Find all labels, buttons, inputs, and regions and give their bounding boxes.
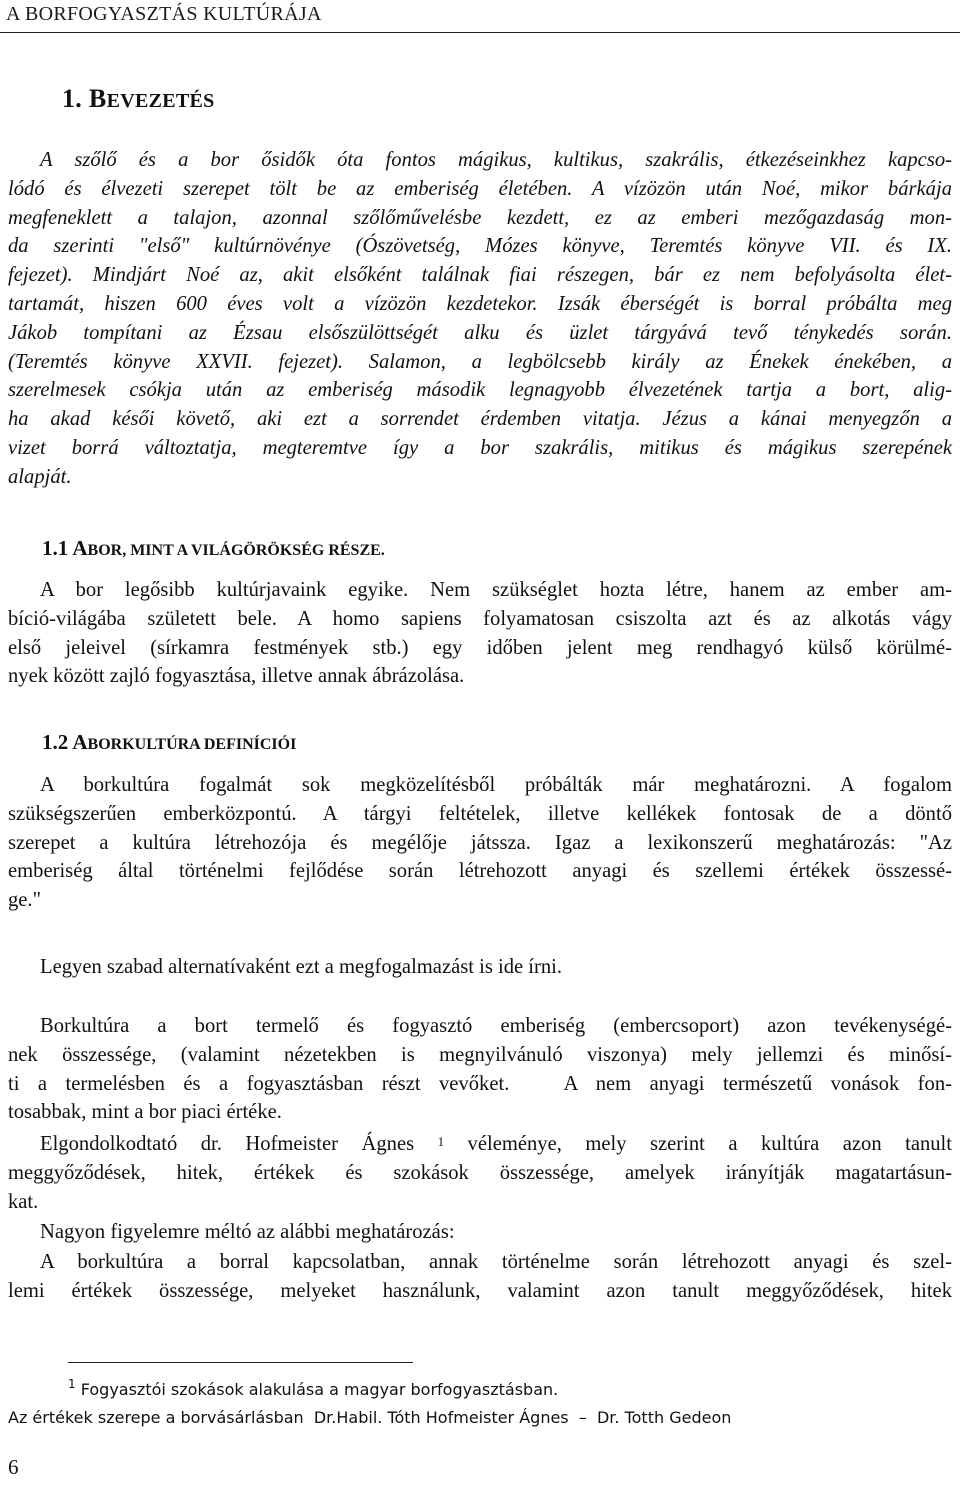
paragraph-line: első jeleivel (sírkamra festmények stb.) egy időben jelent meg rendhagyó külső körülmé- (8, 636, 952, 659)
section-1-1-title-rest: BOR, MINT A VILÁGÖRÖKSÉG RÉSZE. (87, 542, 385, 559)
paragraph-line: meggyőződések, hitek, értékek és szokások összessége, amelyek irányítják magatartásun- (8, 1161, 952, 1184)
footnote-separator (68, 1362, 413, 1363)
section-1-1-title-initial: A (72, 536, 88, 560)
paragraph-line: ti a termelésben és a fogyasztásban részt vevőket. A nem anyagi természetű vonások fon- (8, 1072, 952, 1095)
section-1-1-heading (42, 536, 385, 561)
paragraph-alternative (8, 953, 952, 982)
paragraph-line: nek összessége, (valamint nézetekben is megnyilvánuló viszonya) mely jellemzi és minősí- (8, 1043, 952, 1066)
paragraph-definition-quote (8, 1248, 952, 1306)
section-1-2-title-initial: A (72, 730, 88, 754)
footnote (68, 1377, 559, 1399)
paragraph-line: fejezet). Mindjárt Noé az, akit elsőként találnak fiai részegen, bár ez nem befolyásolta élet- (8, 264, 952, 287)
section-1-heading (62, 84, 215, 114)
paragraph-1-1 (8, 576, 952, 691)
paragraph-line: A borkultúra a borral kapcsolatban, annak történelme során létrehozott anyagi és szel- (40, 1251, 952, 1273)
paragraph-line: A szőlő és a bor ősidők óta fontos mágikus, kultikus, szakrális, étkezéseinkhez kapcso- (40, 149, 952, 171)
paragraph-line: Borkultúra a bort termelő és fogyasztó emberiség (embercsoport) azon tevékenységé- (40, 1015, 952, 1037)
section-1-1-number: 1.1 (42, 536, 69, 560)
paragraph-line: szerepet a kultúra létrehozója és megélője játssza. Igaz a lexikonszerű meghatározás: "Az (8, 831, 952, 854)
section-1-number: 1. (62, 84, 83, 113)
running-header-title: A BORFOGYASZTÁS KULTÚRÁJA (6, 3, 322, 25)
paragraph-line: vizet borrá változtatja, megteremtve így a bor szakrális, mitikus és mágikus szerepének (8, 436, 952, 459)
paragraph-hofmeister (8, 1130, 952, 1216)
paragraph-1-2-definition (8, 771, 952, 915)
paragraph-line: tartamát, hiszen 600 éves volt a vízözön kezdetekor. Izsák éberségét is borral próbálta meg (8, 292, 952, 315)
paragraph-line: Legyen szabad alternatívaként ezt a megfogalmazást is ide írni. (40, 956, 563, 978)
intro-paragraph (8, 146, 952, 492)
paragraph-line: szerelmesek csókja után az emberiség második legnagyobb élvezetének tartja a bort, alig- (8, 379, 952, 402)
paragraph-line (8, 1130, 952, 1159)
paragraph-line: lódó és élvezeti szerepet tölt be az emberiség életében. A vízözön után Noé, mikor bárkája (8, 177, 952, 200)
page-credit: Az értékek szerepe a borvásárlásban Dr.Habil. Tóth Hofmeister Ágnes – Dr. Totth Gedeon (8, 1408, 732, 1427)
running-header (0, 0, 960, 33)
paragraph-line: emberiség által történelmi fejlődése során létrehozott anyagi és szellemi értékek összessé- (8, 860, 952, 883)
paragraph-line: megfeneklett a talajon, azonnal szőlőművelésbe kezdett, ez az emberi mezőgazdaság mon- (8, 206, 952, 229)
footnote-marker: 1 (68, 1377, 76, 1391)
paragraph-line: (Teremtés könyve XXVII. fejezet). Salamon, a legbölcsebb király az Énekek énekében, a (8, 350, 952, 373)
paragraph-line: ge." (8, 889, 41, 912)
paragraph-line: nyek között zajló fogyasztása, illetve annak ábrázolása. (8, 665, 465, 688)
paragraph-text: véleménye, mely szerint a kultúra azon tanult (444, 1133, 952, 1155)
page-number: 6 (8, 1455, 19, 1479)
section-1-2-heading (42, 730, 296, 755)
paragraph-line: da szerinti "első" kultúrnövénye (Ószövetség, Mózes könyve, Teremtés könyve VII. és IX. (8, 235, 952, 258)
paragraph-text: Elgondolkodtató dr. Hofmeister Ágnes (40, 1133, 438, 1155)
section-1-title (89, 84, 215, 113)
paragraph-line: lemi értékek összessége, melyeket használunk, valamint azon tanult meggyőződések, hitek (8, 1279, 952, 1302)
section-1-2-number: 1.2 (42, 730, 69, 754)
paragraph-line: kat. (8, 1190, 39, 1213)
footnote-text: Fogyasztói szokások alakulása a magyar borfogyasztásban. (80, 1380, 559, 1399)
paragraph-line: alapját. (8, 465, 72, 488)
footnote-reference[interactable]: 1 (437, 1134, 445, 1149)
paragraph-line: szükségszerűen emberközpontú. A tárgyi feltételek, illetve kellékek fontosak de a döntő (8, 802, 952, 825)
paragraph-notable (8, 1218, 952, 1247)
paragraph-line: bíció-világába született bele. A homo sapiens folyamatosan csiszolta azt és az alkotás vágy (8, 607, 952, 630)
paragraph-borkultura (8, 1012, 952, 1127)
paragraph-line: Jákob tompítani az Ézsau elsőszülöttségét alku és üzlet tárgyává tevő ténykedés során. (8, 321, 952, 344)
paragraph-line: ha akad késői követő, aki ezt a sorrendet érdemben vitatja. Jézus a kánai menyegzőn a (8, 408, 952, 431)
paragraph-line: Nagyon figyelemre méltó az alábbi meghatározás: (40, 1221, 455, 1243)
section-1-title-rest: EVEZETÉS (106, 90, 215, 112)
paragraph-line: A borkultúra fogalmát sok megközelítésből próbálták már meghatározni. A fogalom (40, 774, 952, 796)
paragraph-line: A bor legősibb kultúrjavaink egyike. Nem szükséglet hozta létre, hanem az ember am- (40, 579, 952, 601)
section-1-title-initial: B (88, 84, 107, 113)
paragraph-line: tosabbak, mint a bor piaci értéke. (8, 1101, 282, 1124)
section-1-2-title-rest: BORKULTÚRA DEFINÍCIÓI (87, 736, 297, 753)
